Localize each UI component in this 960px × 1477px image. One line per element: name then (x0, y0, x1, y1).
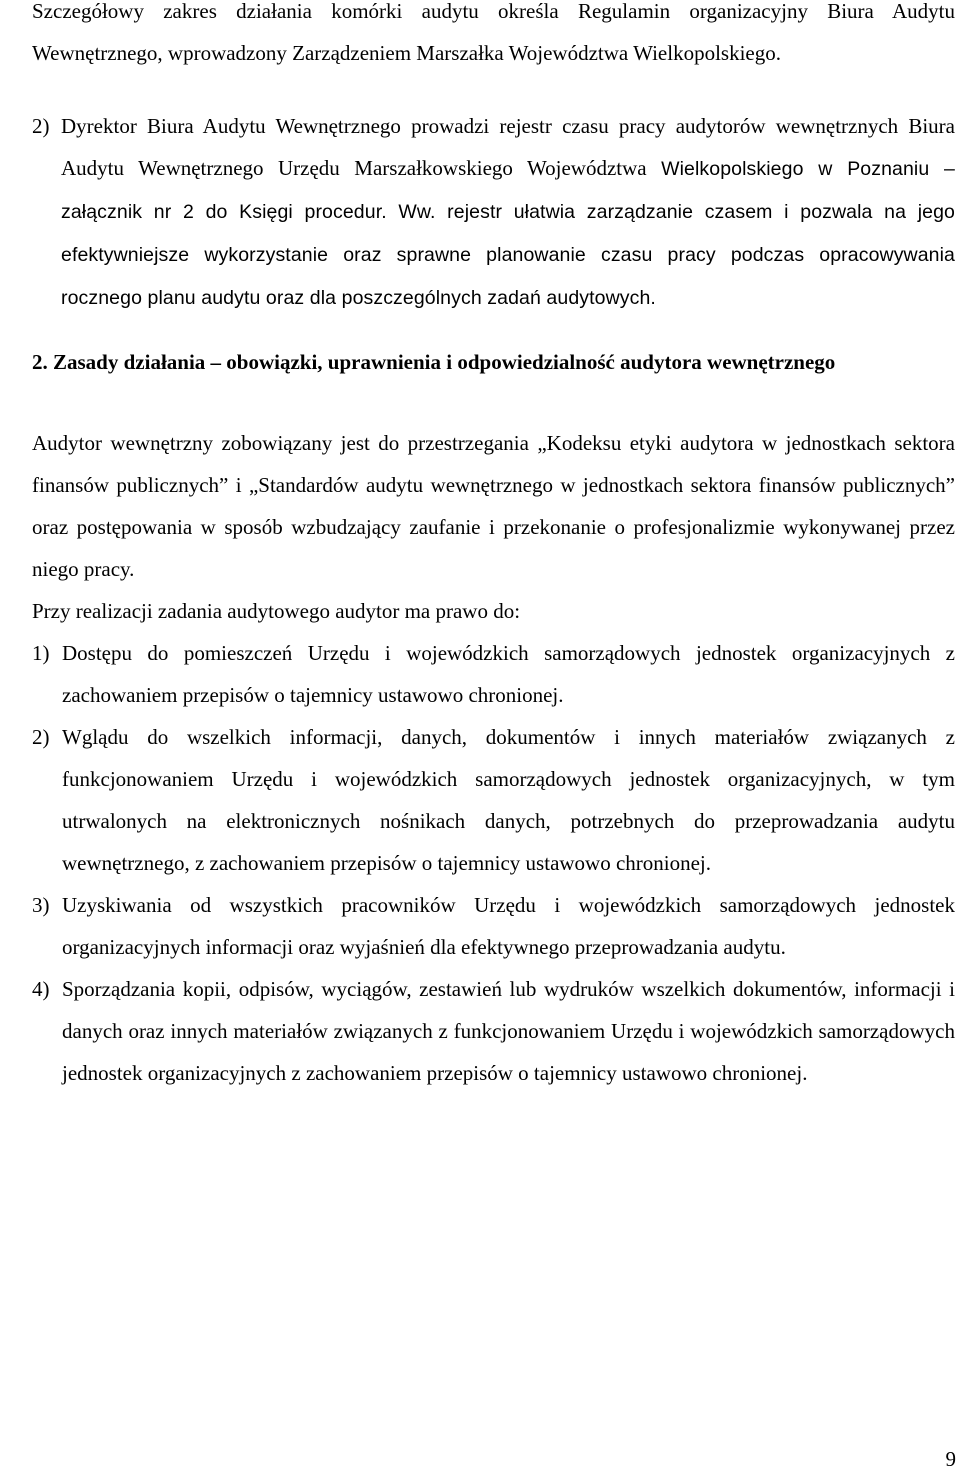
list-item-text-sans: Wielkopolskiego w Poznaniu – załącznik nr 2 do Księgi procedur. Ww. rejestr ułatwia zarządzanie czasem i pozwala na jego efektywniejsze wykorzystanie oraz sprawne planowanie czasu pracy podczas opracowywania rocznego planu audytu oraz dla poszczególnych zadań audytowych. (61, 158, 955, 309)
rights-item-text: Uzyskiwania od wszystkich pracowników Urzędu i wojewódzkich samorządowych jednostek organizacyjnych informacji oraz wyjaśnień dla efektywnego przeprowadzania audytu. (62, 893, 955, 959)
list-item-text (61, 105, 955, 319)
paragraph-rights-intro: Przy realizacji zadania audytowego audytor ma prawo do: (32, 599, 521, 623)
rights-item-1 (32, 632, 955, 716)
paragraph-code-of-ethics: Audytor wewnętrzny zobowiązany jest do przestrzegania „Kodeksu etyki audytora w jednostkach sektora finansów publicznych” i „Standardów audytu wewnętrznego w jednostkach sektora finansów publicznych” oraz postępowania w sposób wzbudzający zaufanie i przekonanie o profesjonalizmie wykonywanej przez niego pracy. (32, 431, 955, 581)
rights-item-text: Sporządzania kopii, odpisów, wyciągów, zestawień lub wydruków wszelkich dokumentów, informacji i danych oraz innych materiałów związanych z funkcjonowaniem Urzędu i wojewódzkich samorządowych jednostek organizacyjnych z zachowaniem przepisów o tajemnicy ustawowo chronionej. (62, 977, 955, 1085)
rights-item-2 (32, 716, 955, 884)
rights-item-3 (32, 884, 955, 968)
rights-item-text: Dostępu do pomieszczeń Urzędu i wojewódzkich samorządowych jednostek organizacyjnych z zachowaniem przepisów o tajemnicy ustawowo chronionej. (62, 641, 955, 707)
list-item-2 (32, 105, 955, 319)
rights-item-number: 2) (32, 725, 50, 749)
section-heading: 2. Zasady działania – obowiązki, uprawnienia i odpowiedzialność audytora wewnętrznego (32, 350, 836, 374)
rights-item-number: 4) (32, 977, 50, 1001)
list-item-number: 2) (32, 114, 50, 138)
list-item-text-serif: Dyrektor Biura Audytu Wewnętrznego prowadzi rejestr czasu pracy audytorów wewnętrznych Biura Audytu Wewnętrznego Urzędu Marszałkowskiego Województwa (61, 114, 955, 180)
rights-item-4 (32, 968, 955, 1094)
rights-item-number: 3) (32, 893, 50, 917)
page-number: 9 (945, 1447, 956, 1471)
document-page (32, 0, 955, 1094)
rights-item-number: 1) (32, 641, 50, 665)
rights-item-text: Wglądu do wszelkich informacji, danych, dokumentów i innych materiałów związanych z funkcjonowaniem Urzędu i wojewódzkich samorządowych jednostek organizacyjnych, w tym utrwalonych na elektronicznych nośnikach danych, potrzebnych do przeprowadzania audytu wewnętrznego, z zachowaniem przepisów o tajemnicy ustawowo chronionej. (62, 725, 955, 875)
intro-paragraph: Szczegółowy zakres działania komórki audytu określa Regulamin organizacyjny Biura Audytu Wewnętrznego, wprowadzony Zarządzeniem Marszałka Województwa Wielkopolskiego. (32, 0, 955, 65)
